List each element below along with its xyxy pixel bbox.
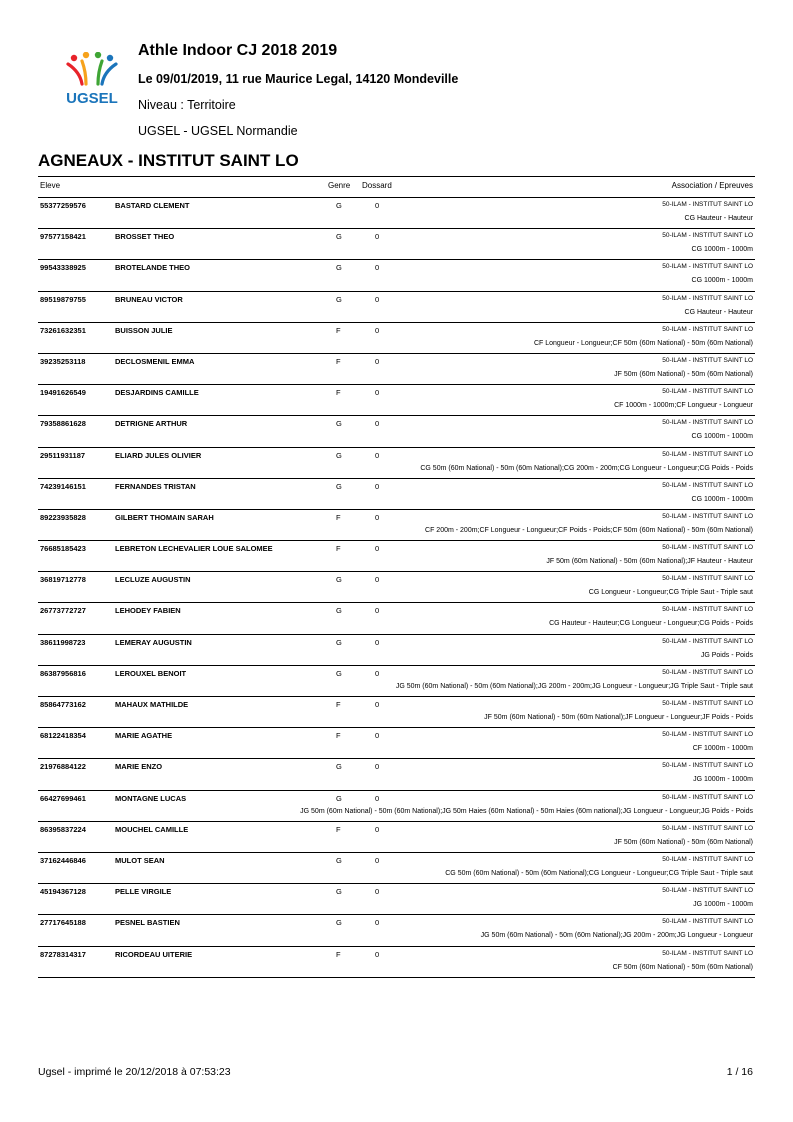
student-id: 87278314317 <box>40 949 86 959</box>
student-association: 50-ILAM - INSTITUT SAINT LO <box>662 762 753 770</box>
student-id: 68122418354 <box>40 731 86 741</box>
event-address: Le 09/01/2019, 11 rue Maurice Legal, 14120 Mondeville <box>138 72 459 86</box>
student-id: 74239146151 <box>40 481 86 491</box>
student-events: JG 50m (60m National) - 50m (60m National);JG 50m Haies (60m National) - 50m Haies (60m national);JG Longueur - Longueur;JG Poids - Poids <box>300 807 753 815</box>
student-dossard: 0 <box>375 544 380 554</box>
student-name: MONTAGNE LUCAS <box>115 793 187 803</box>
student-genre: G <box>336 575 342 585</box>
event-organization: UGSEL - UGSEL Normandie <box>138 124 298 138</box>
student-genre: G <box>336 450 342 460</box>
student-name: BUISSON JULIE <box>115 325 173 335</box>
col-association: Association / Epreuves <box>671 181 753 190</box>
event-title: Athle Indoor CJ 2018 2019 <box>138 42 338 59</box>
table-row <box>38 416 755 447</box>
student-name: BRUNEAU VICTOR <box>115 294 183 304</box>
student-association: 50-ILAM - INSTITUT SAINT LO <box>662 388 753 396</box>
student-events: CG 1000m - 1000m <box>691 277 753 285</box>
table-row <box>38 791 755 822</box>
table-row <box>38 947 755 977</box>
student-events: CG Hauteur - Hauteur <box>684 308 753 316</box>
student-association: 50-ILAM - INSTITUT SAINT LO <box>662 918 753 926</box>
table-row <box>38 822 755 853</box>
col-dossard: Dossard <box>362 181 392 190</box>
student-dossard: 0 <box>375 637 380 647</box>
student-name: MOUCHEL CAMILLE <box>115 824 189 834</box>
student-dossard: 0 <box>375 294 380 304</box>
event-level: Niveau : Territoire <box>138 98 236 112</box>
student-name: MARIE AGATHE <box>115 731 173 741</box>
student-association: 50-ILAM - INSTITUT SAINT LO <box>662 232 753 240</box>
student-genre: G <box>336 232 342 242</box>
table-row <box>38 260 755 291</box>
student-name: RICORDEAU UITERIE <box>115 949 193 959</box>
student-association: 50-ILAM - INSTITUT SAINT LO <box>662 575 753 583</box>
student-dossard: 0 <box>375 949 380 959</box>
student-id: 36819712778 <box>40 575 86 585</box>
student-name: MARIE ENZO <box>115 762 163 772</box>
student-dossard: 0 <box>375 887 380 897</box>
student-association: 50-ILAM - INSTITUT SAINT LO <box>662 325 753 333</box>
student-dossard: 0 <box>375 325 380 335</box>
student-dossard: 0 <box>375 232 380 242</box>
student-association: 50-ILAM - INSTITUT SAINT LO <box>662 419 753 427</box>
col-eleve: Eleve <box>40 181 61 190</box>
student-events: JF 50m (60m National) - 50m (60m National);JF Hauteur - Hauteur <box>546 558 753 566</box>
student-events: JG 50m (60m National) - 50m (60m National);JG 200m - 200m;JG Longueur - Longueur;JG Triple Saut - Triple saut <box>395 682 753 690</box>
student-events: CG Hauteur - Hauteur <box>684 215 753 222</box>
student-association: 50-ILAM - INSTITUT SAINT LO <box>662 855 753 863</box>
student-events: CF Longueur - Longueur;CF 50m (60m National) - 50m (60m National) <box>533 339 753 347</box>
student-events: CG 1000m - 1000m <box>691 246 753 254</box>
student-name: BROTELANDE THEO <box>115 263 190 273</box>
student-events: JG 50m (60m National) - 50m (60m National);JG 200m - 200m;JG Longueur - Longueur <box>480 932 753 940</box>
student-id: 55377259576 <box>40 201 86 210</box>
student-dossard: 0 <box>375 356 380 366</box>
student-genre: F <box>336 949 341 959</box>
student-dossard: 0 <box>375 512 380 522</box>
student-id: 86387956816 <box>40 668 86 678</box>
table-row <box>38 853 755 884</box>
student-events: CG 50m (60m National) - 50m (60m National);CG 200m - 200m;CG Longueur - Longueur;CG Poids - Poids <box>420 464 753 472</box>
student-events: JG 1000m - 1000m <box>693 901 753 909</box>
student-genre: F <box>336 356 341 366</box>
student-association: 50-ILAM - INSTITUT SAINT LO <box>662 512 753 520</box>
student-genre: G <box>336 668 342 678</box>
student-association: 50-ILAM - INSTITUT SAINT LO <box>662 544 753 552</box>
student-genre: G <box>336 855 342 865</box>
student-genre: G <box>336 294 342 304</box>
student-id: 66427699461 <box>40 793 86 803</box>
student-name: ELIARD JULES OLIVIER <box>115 450 202 460</box>
page-number: 1 / 16 <box>726 1066 753 1078</box>
table-body <box>38 198 755 977</box>
print-info: Ugsel - imprimé le 20/12/2018 à 07:53:23 <box>38 1066 231 1078</box>
table-row <box>38 884 755 915</box>
table-header <box>38 177 755 198</box>
student-id: 37162446846 <box>40 855 86 865</box>
student-genre: F <box>336 700 341 709</box>
student-id: 38611998723 <box>40 637 86 647</box>
student-events: CG 50m (60m National) - 50m (60m National);CG Longueur - Longueur;CG Triple Saut - Triple saut <box>445 869 753 877</box>
table-row <box>38 541 755 572</box>
student-dossard: 0 <box>375 855 380 865</box>
table-row <box>38 603 755 634</box>
student-events: CG Longueur - Longueur;CG Triple Saut - Triple saut <box>588 589 753 597</box>
student-events: JG Poids - Poids <box>700 651 753 659</box>
student-name: DECLOSMENIL EMMA <box>115 356 195 366</box>
student-name: LEBRETON LECHEVALIER LOUE SALOMEE <box>115 544 273 554</box>
student-name: FERNANDES TRISTAN <box>115 481 196 491</box>
student-events: JF 50m (60m National) - 50m (60m National) <box>614 838 753 846</box>
ugsel-logo <box>60 52 126 108</box>
table-row <box>38 510 755 541</box>
student-name: DESJARDINS CAMILLE <box>115 388 199 398</box>
student-events: CG 1000m - 1000m <box>691 433 753 441</box>
student-events: CF 50m (60m National) - 50m (60m National) <box>612 963 753 971</box>
student-events: JG 1000m - 1000m <box>693 776 753 784</box>
student-id: 89519879755 <box>40 294 86 304</box>
table-row <box>38 759 755 790</box>
student-id: 85864773162 <box>40 700 86 709</box>
student-association: 50-ILAM - INSTITUT SAINT LO <box>662 606 753 614</box>
student-dossard: 0 <box>375 700 380 709</box>
student-dossard: 0 <box>375 481 380 491</box>
student-dossard: 0 <box>375 793 380 803</box>
student-id: 27717645188 <box>40 918 86 928</box>
student-genre: G <box>336 201 342 210</box>
student-events: CF 200m - 200m;CF Longueur - Longueur;CF Poids - Poids;CF 50m (60m National) - 50m (60m National) <box>425 526 753 534</box>
student-name: PESNEL BASTIEN <box>115 918 180 928</box>
student-events: JF 50m (60m National) - 50m (60m National) <box>614 370 753 378</box>
table-row <box>38 292 755 323</box>
student-dossard: 0 <box>375 575 380 585</box>
student-name: GILBERT THOMAIN SARAH <box>115 512 214 522</box>
student-dossard: 0 <box>375 201 380 210</box>
student-genre: F <box>336 512 341 522</box>
student-genre: G <box>336 606 342 616</box>
student-id: 89223935828 <box>40 512 86 522</box>
student-genre: G <box>336 419 342 429</box>
table-row <box>38 479 755 510</box>
student-name: PELLE VIRGILE <box>115 887 172 897</box>
student-association: 50-ILAM - INSTITUT SAINT LO <box>662 887 753 895</box>
student-events: CF 1000m - 1000m <box>692 745 753 753</box>
student-id: 76685185423 <box>40 544 86 554</box>
table-row <box>38 728 755 759</box>
student-genre: F <box>336 824 341 834</box>
student-genre: F <box>336 388 341 398</box>
student-genre: G <box>336 887 342 897</box>
entries-table <box>38 176 755 978</box>
student-id: 86395837224 <box>40 824 86 834</box>
student-id: 26773772727 <box>40 606 86 616</box>
svg-text:UGSEL: UGSEL <box>66 90 118 107</box>
student-dossard: 0 <box>375 918 380 928</box>
table-row <box>38 666 755 697</box>
student-id: 99543338925 <box>40 263 86 273</box>
student-name: BROSSET THEO <box>115 232 175 242</box>
student-name: LEROUXEL BENOIT <box>115 668 187 678</box>
student-name: BASTARD CLEMENT <box>115 201 190 210</box>
student-name: LECLUZE AUGUSTIN <box>115 575 191 585</box>
table-row <box>38 323 755 354</box>
student-association: 50-ILAM - INSTITUT SAINT LO <box>662 201 753 208</box>
student-name: LEMERAY AUGUSTIN <box>115 637 192 647</box>
table-row <box>38 572 755 603</box>
student-name: LEHODEY FABIEN <box>115 606 181 616</box>
student-genre: G <box>336 637 342 647</box>
student-dossard: 0 <box>375 606 380 616</box>
student-association: 50-ILAM - INSTITUT SAINT LO <box>662 824 753 832</box>
student-dossard: 0 <box>375 762 380 772</box>
student-id: 45194367128 <box>40 887 86 897</box>
student-association: 50-ILAM - INSTITUT SAINT LO <box>662 949 753 957</box>
student-genre: G <box>336 481 342 491</box>
student-association: 50-ILAM - INSTITUT SAINT LO <box>662 294 753 302</box>
student-dossard: 0 <box>375 450 380 460</box>
student-association: 50-ILAM - INSTITUT SAINT LO <box>662 356 753 364</box>
student-association: 50-ILAM - INSTITUT SAINT LO <box>662 637 753 645</box>
student-events: CG Hauteur - Hauteur;CG Longueur - Longueur;CG Poids - Poids <box>549 620 753 628</box>
student-id: 29511931187 <box>40 450 86 460</box>
student-id: 21976884122 <box>40 762 86 772</box>
student-id: 73261632351 <box>40 325 86 335</box>
student-events: JF 50m (60m National) - 50m (60m National);JF Longueur - Longueur;JF Poids - Poids <box>484 714 753 721</box>
student-id: 19491626549 <box>40 388 86 398</box>
student-dossard: 0 <box>375 824 380 834</box>
student-dossard: 0 <box>375 731 380 741</box>
table-row <box>38 198 755 229</box>
student-dossard: 0 <box>375 419 380 429</box>
table-row <box>38 915 755 946</box>
student-association: 50-ILAM - INSTITUT SAINT LO <box>662 450 753 458</box>
school-title: AGNEAUX - INSTITUT SAINT LO <box>38 151 299 170</box>
student-dossard: 0 <box>375 263 380 273</box>
table-row <box>38 697 755 728</box>
student-association: 50-ILAM - INSTITUT SAINT LO <box>662 481 753 489</box>
student-association: 50-ILAM - INSTITUT SAINT LO <box>662 668 753 676</box>
student-id: 39235253118 <box>40 356 86 366</box>
student-dossard: 0 <box>375 668 380 678</box>
table-row <box>38 635 755 666</box>
table-row <box>38 354 755 385</box>
student-genre: F <box>336 325 341 335</box>
student-genre: G <box>336 793 342 803</box>
table-row <box>38 448 755 479</box>
student-name: DETRIGNE ARTHUR <box>115 419 188 429</box>
student-id: 97577158421 <box>40 232 86 242</box>
student-association: 50-ILAM - INSTITUT SAINT LO <box>662 700 753 707</box>
student-name: MULOT SEAN <box>115 855 165 865</box>
student-genre: F <box>336 544 341 554</box>
table-row <box>38 385 755 416</box>
student-id: 79358861628 <box>40 419 86 429</box>
student-name: MAHAUX MATHILDE <box>115 700 189 709</box>
student-genre: G <box>336 918 342 928</box>
student-genre: F <box>336 731 341 741</box>
student-dossard: 0 <box>375 388 380 398</box>
student-events: CF 1000m - 1000m;CF Longueur - Longueur <box>614 402 753 410</box>
student-genre: G <box>336 263 342 273</box>
student-association: 50-ILAM - INSTITUT SAINT LO <box>662 793 753 801</box>
student-association: 50-ILAM - INSTITUT SAINT LO <box>662 731 753 739</box>
table-row <box>38 229 755 260</box>
col-genre: Genre <box>328 181 351 190</box>
student-genre: G <box>336 762 342 772</box>
student-events: CG 1000m - 1000m <box>691 495 753 503</box>
student-association: 50-ILAM - INSTITUT SAINT LO <box>662 263 753 271</box>
